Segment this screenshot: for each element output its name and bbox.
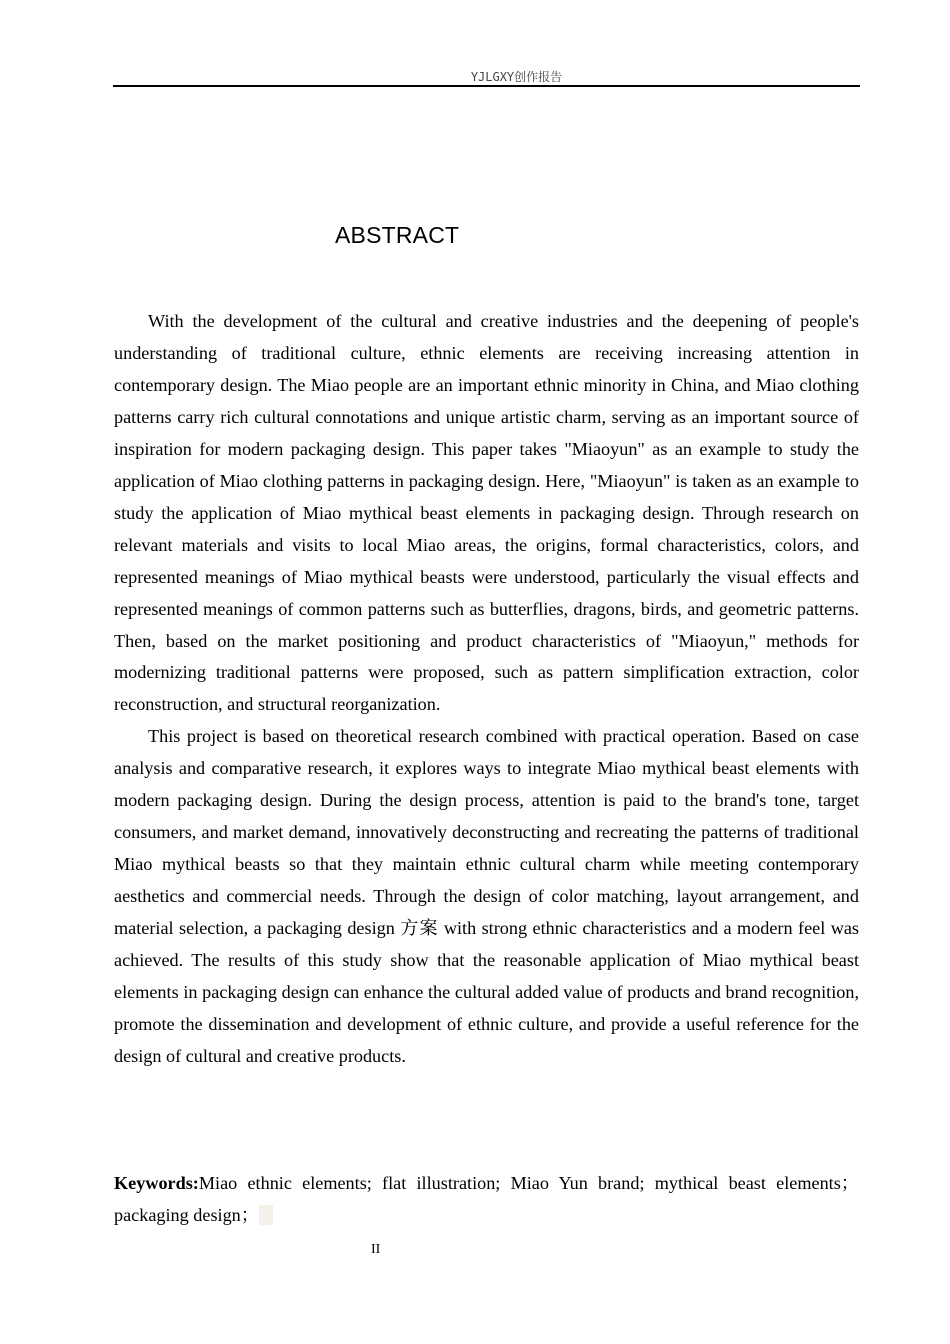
abstract-body (114, 306, 859, 1073)
page-number: II (371, 1242, 381, 1257)
keywords-text: Miao ethnic elements; flat illustration; Miao Yun brand; mythical beast elements；packaging design； (114, 1173, 859, 1225)
running-title: YJLGXY创作报告 (470, 70, 563, 84)
page-header (113, 66, 860, 87)
text-cursor-highlight (259, 1205, 273, 1225)
abstract-paragraph: This project is based on theoretical research combined with practical operation. Based on case analysis and comparative research, it explores ways to integrate Miao mythical beast elements with modern packaging design. During the design process, attention is paid to the brand's tone, target consumers, and market demand, innovatively deconstructing and recreating the patterns of traditional Miao mythical beasts so that they maintain ethnic cultural charm while meeting contemporary aesthetics and commercial needs. Through the design of color matching, layout arrangement, and material selection, a packaging design 方案 with strong ethnic characteristics and a modern feel was achieved. The results of this study show that the reasonable application of Miao mythical beast elements in packaging design can enhance the cultural added value of products and brand recognition, promote the dissemination and development of ethnic culture, and provide a useful reference for the design of cultural and creative products. (114, 726, 859, 1066)
abstract-title: ABSTRACT (335, 222, 460, 248)
abstract-paragraph: With the development of the cultural and creative industries and the deepening of people's understanding of traditional culture, ethnic elements are receiving increasing attention in contemporary design. The Miao people are an important ethnic minority in China, and Miao clothing patterns carry rich cultural connotations and unique artistic charm, serving as an important source of inspiration for modern packaging design. This paper takes "Miaoyun" as an example to study the application of Miao clothing patterns in packaging design. Here, "Miaoyun" is taken as an example to study the application of Miao mythical beast elements in packaging design. Through research on relevant materials and visits to local Miao areas, the origins, formal characteristics, colors, and represented meanings of Miao mythical beasts were understood, particularly the visual effects and represented meanings of common patterns such as butterflies, dragons, birds, and geometric patterns. Then, based on the market positioning and product characteristics of "Miaoyun," methods for modernizing traditional patterns were proposed, such as pattern simplification extraction, color reconstruction, and structural reorganization. (114, 311, 859, 715)
keywords-label: Keywords: (114, 1173, 199, 1193)
keywords-line (114, 1168, 859, 1232)
